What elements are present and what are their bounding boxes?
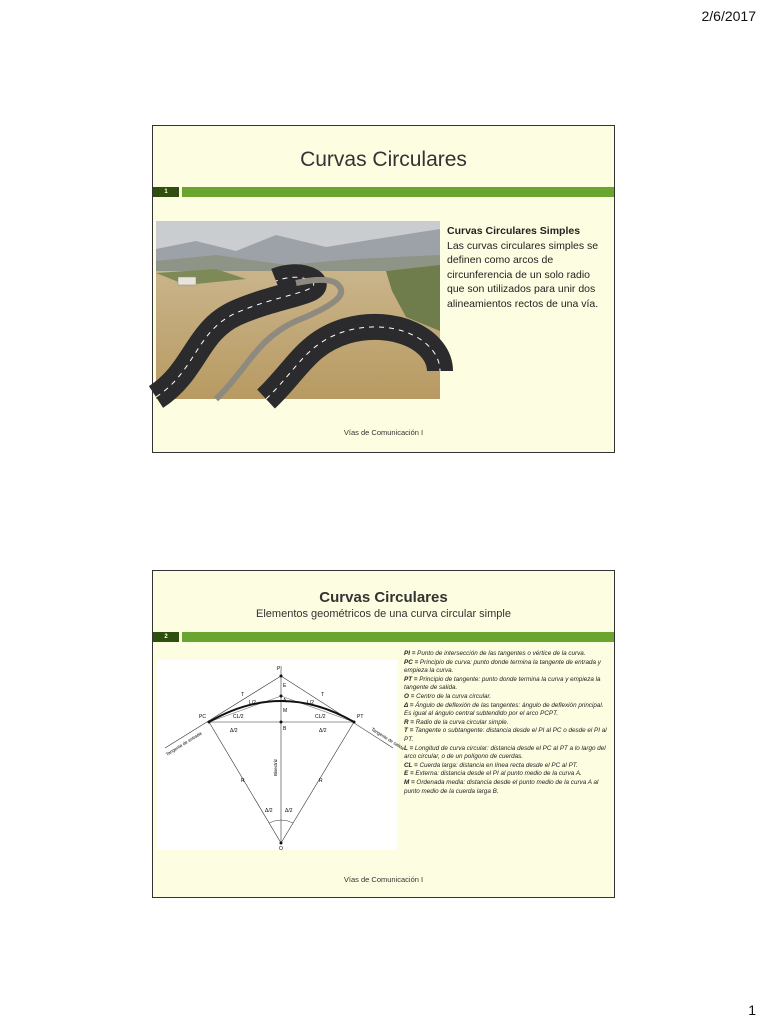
definition-item: [404, 762, 610, 771]
definition-text: Tangente o subtangente: distancia desde el PI al PC o desde el PI al PT.: [404, 727, 607, 743]
label-half-cl-left: CL/2: [233, 714, 244, 720]
section-body: Las curvas circulares simples se definen como arcos de circunferencia de un solo radio que son utilizados para unir dos alineamientos rectos de una vía.: [447, 239, 599, 310]
definition-term: CL =: [404, 761, 418, 769]
definition-text: Radio de la curva circular simple.: [413, 718, 509, 726]
definition-text: Es igual al ángulo central subtendido por el arco PCPT.: [404, 710, 559, 718]
definition-term: O =: [404, 692, 415, 700]
label-r-right: R: [319, 778, 323, 784]
definition-item: [404, 727, 610, 744]
label-tangent-out: Tangente de salida: [370, 726, 406, 751]
definition-text: Punto de intersección de las tangentes o vértice de la curva.: [415, 650, 586, 657]
label-o: O: [279, 846, 283, 852]
definition-item: [404, 702, 610, 711]
slide-footer: Vías de Comunicación I: [343, 428, 424, 437]
definition-item: [404, 779, 610, 796]
label-pc: PC: [199, 714, 206, 720]
slide-number: 1: [153, 187, 179, 197]
definition-item: [404, 659, 610, 676]
label-pt: PT: [357, 714, 364, 720]
definition-item: [404, 719, 610, 728]
definition-text: Externa: distancia desde el PI al punto medio de la curva A.: [413, 770, 582, 778]
radius-right: [281, 722, 354, 843]
slide-number: 2: [153, 632, 179, 642]
tangent-in-line: [165, 676, 281, 748]
label-t-left: T: [241, 692, 245, 698]
definitions-list: [404, 650, 610, 796]
label-m: M: [283, 708, 288, 714]
label-e: E: [283, 683, 287, 689]
accent-bar: [182, 187, 614, 197]
definition-text: Principio de curva: punto donde termina la tangente de entrada y empieza la curva.: [404, 658, 601, 675]
slide-subtitle: Elementos geométricos de una curva circular simple: [256, 608, 511, 620]
label-half-delta-o-right: Δ/2: [285, 808, 293, 814]
slide-2: [152, 570, 615, 898]
curve-diagram: [157, 660, 406, 852]
definition-item: [404, 676, 610, 693]
label-bisectriz: Bisectriz: [273, 758, 278, 776]
tangent-out-line: [281, 676, 393, 748]
page-date: 2/6/2017: [701, 8, 756, 24]
definition-text: Cuerda larga: distancia en línea recta desde el PC al PT.: [417, 761, 578, 769]
label-half-cl-right: CL/2: [315, 714, 326, 720]
label-half-delta-right: Δ/2: [319, 728, 327, 734]
definition-item: [404, 710, 610, 719]
slide-text: [447, 224, 607, 311]
highway-photo: [156, 221, 440, 399]
definition-term: PC =: [404, 658, 419, 666]
label-t-right: T: [321, 692, 325, 698]
label-pi: PI: [277, 666, 282, 672]
definition-text: Longitud de curva circular: distancia desde el PC al PT a lo largo del arco circular, o de un polígono de cuerdas.: [404, 744, 606, 761]
slide-1: [152, 125, 615, 453]
definition-term: L =: [404, 744, 414, 752]
label-r-left: R: [241, 778, 245, 784]
definition-item: [404, 770, 610, 779]
definition-term: PI =: [404, 650, 416, 657]
label-b: B: [283, 726, 287, 732]
definition-text: Principio de tangente: punto donde termina la curva y empieza la tangente de salida.: [404, 675, 601, 692]
definition-text: Ángulo de deflexión de las tangentes: ángulo de deflexión principal.: [413, 701, 604, 709]
definition-term: E =: [404, 770, 414, 778]
label-tangent-in: Tangente de entrada: [164, 730, 203, 757]
label-a: A: [283, 698, 287, 704]
circular-arc: [209, 701, 354, 722]
definition-term: Δ =: [404, 701, 414, 709]
definition-term: T =: [404, 727, 414, 735]
label-half-l-right: L/2: [307, 700, 314, 706]
definition-item: [404, 745, 610, 762]
definition-text: Centro de la curva circular.: [414, 692, 492, 700]
page-number: 1: [748, 1002, 756, 1018]
label-half-delta-left: Δ/2: [230, 728, 238, 734]
accent-bar: [182, 632, 614, 642]
slide-number-bar: [153, 187, 614, 197]
slide-number-bar: [153, 632, 614, 642]
label-half-delta-o-left: Δ/2: [265, 808, 273, 814]
slide-title: Curvas Circulares: [319, 589, 448, 606]
definition-term: PT =: [404, 675, 418, 683]
section-heading: Curvas Circulares Simples: [447, 225, 581, 237]
definition-term: R =: [404, 718, 414, 726]
definition-item: [404, 650, 610, 659]
slide-footer: Vías de Comunicación I: [343, 875, 424, 884]
definition-text: Ordenada media: distancia desde el punto medio de la curva A al punto medio de la cuerda larga B.: [404, 778, 599, 795]
radius-left: [209, 722, 281, 843]
slide-title: Curvas Circulares: [300, 148, 467, 171]
label-half-l-left: L/2: [249, 700, 256, 706]
definition-item: [404, 693, 610, 702]
definition-term: M =: [404, 778, 415, 786]
